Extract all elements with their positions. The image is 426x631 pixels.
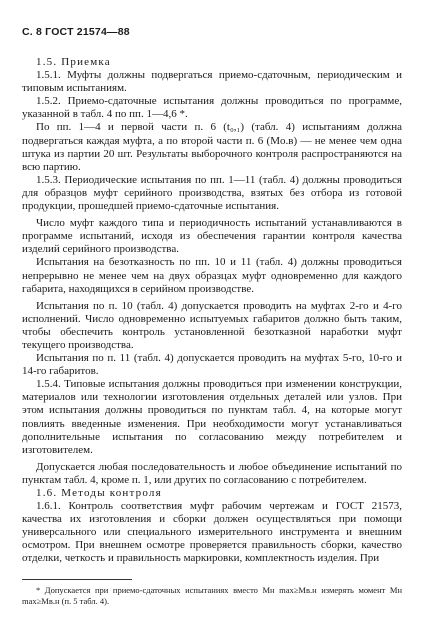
paragraph: 1.5.4. Типовые испытания должны проводиться при изменении конструкции, материалов или технологии изготовления отдельных деталей или узлов. При этом испытания должны проводиться по пунктам табл. 4, на которые могут повлиять введенные изменения. При необходимости могут устанавливаться дополнительные испытания по согласованию между потребителем и изготовителем. bbox=[22, 378, 402, 456]
paragraph: Испытания по п. 11 (табл. 4) допускается проводить на муфтах 5-го, 10-го и 14-го габаритов. bbox=[22, 352, 402, 378]
page-header: С. 8 ГОСТ 21574—88 bbox=[22, 26, 130, 38]
paragraph: Испытания по п. 10 (табл. 4) допускается проводить на муфтах 2-го и 4-го исполнений. Число одновременно испытуемых габаритов должно быть таким, чтобы обеспечить контроль установленной безотказной наработки муфт текущего производства. bbox=[22, 299, 402, 351]
paragraph: По пп. 1—4 и первой части п. 6 (t₀,₁) (табл. 4) испытаниям должна подвергаться каждая муфта, а по второй части п. 6 (Mо.в) — не менее чем одна штука из партии 20 шт. Результаты выборочного контроля распространяются на всю партию. bbox=[22, 121, 402, 173]
section-heading-methods: 1.6. Методы контроля bbox=[36, 487, 162, 499]
paragraph: Допускается любая последовательность и любое объединение испытаний по пунктам табл. 4, кроме п. 1, или других по согласованию с потребителем. bbox=[22, 460, 402, 486]
paragraph: 1.5.1. Муфты должны подвергаться приемо-сдаточным, периодическим и типовым испытаниям. bbox=[22, 69, 402, 95]
paragraph: 1.6.1. Контроль соответствия муфт рабочим чертежам и ГОСТ 21573, качества их изготовления и сборки должен осуществляться при помощи универсального или специального измерительного инструмента и внешним осмотром. При внешнем осмотре проверяется правильность сборки, качество отделки, четкость и правильность маркировки, комплектность изделия. При bbox=[22, 500, 402, 565]
paragraph: Число муфт каждого типа и периодичность испытаний устанавливаются в программе испытаний, исходя из обеспечения гарантии контроля качества изделий серийного производства. bbox=[22, 217, 402, 256]
footnote: * Допускается при приемо-сдаточных испытаниях вместо Mн max≥Mв.н измерять момент Mн max≥Mв.н (п. 5 табл. 4). bbox=[22, 585, 402, 606]
section-heading-acceptance: 1.5. Приемка bbox=[36, 56, 111, 68]
paragraph: 1.5.3. Периодические испытания по пп. 1—11 (табл. 4) должны проводиться для образцов муфт серийного производства, взятых без отбора из готовой продукции, прошедшей приемо-сдаточные испытания. bbox=[22, 173, 402, 213]
paragraph: Испытания на безотказность по пп. 10 и 11 (табл. 4) должны проводиться непрерывно не менее чем на двух образцах муфт одновременно для каждого габарита, находящихся в серийном производстве. bbox=[22, 256, 402, 295]
footnote-divider bbox=[22, 579, 132, 580]
body-text bbox=[22, 56, 402, 566]
paragraph: 1.5.2. Приемо-сдаточные испытания должны проводиться по программе, указанной в табл. 4 по пп. 1—4,6 *. bbox=[22, 95, 402, 121]
